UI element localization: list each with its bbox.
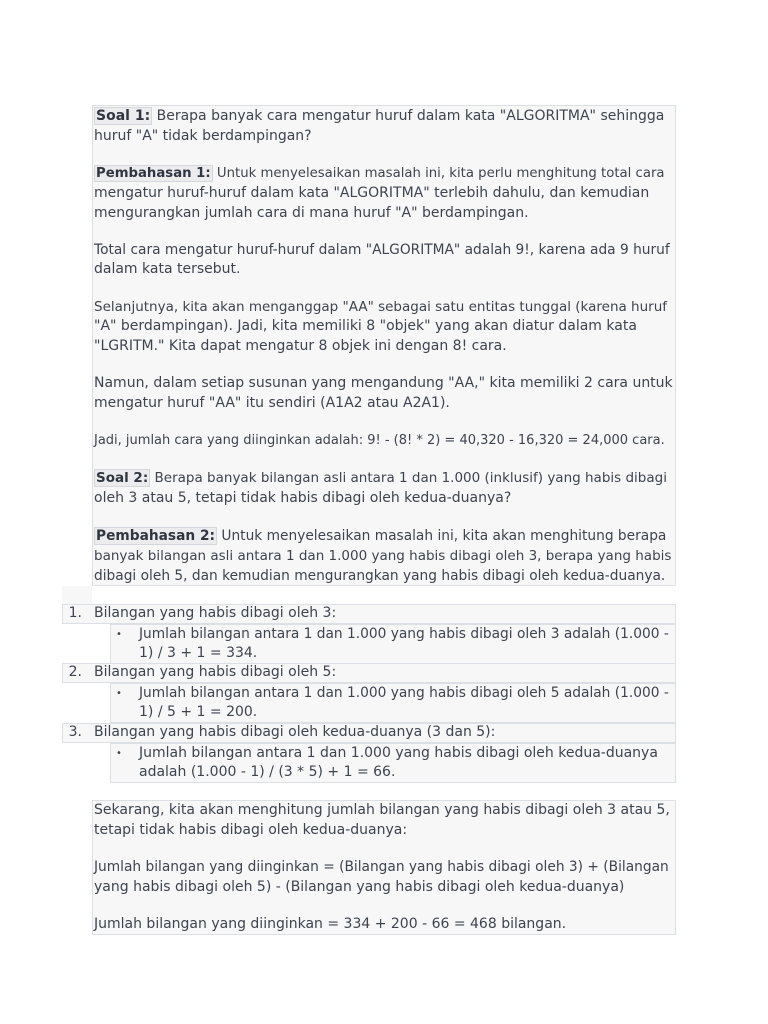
list-item-2-number: 2. <box>68 664 82 680</box>
pembahasan-1-line2: mengatur huruf-huruf dalam kata "ALGORITMA" terlebih dahulu, dan kemudian <box>94 185 650 201</box>
bullet-icon: • <box>116 629 122 640</box>
soal-2-question <box>94 469 667 489</box>
paragraph-namun-line2: mengatur huruf "AA" itu sendiri (A1A2 atau A2A1). <box>94 395 450 411</box>
list-item-1-number: 1. <box>68 605 82 621</box>
list-item-1-title: Bilangan yang habis dibagi oleh 3: <box>94 605 337 621</box>
list-item-3-sub-line1: Jumlah bilangan antara 1 dan 1.000 yang habis dibagi oleh kedua-duanya <box>139 745 658 761</box>
bullet-icon: • <box>116 748 122 759</box>
paragraph-total-line2: dalam kata tersebut. <box>94 261 241 277</box>
list-item-2-title: Bilangan yang habis dibagi oleh 5: <box>94 664 337 680</box>
paragraph-selanjutnya-line2: "A" berdampingan). Jadi, kita memiliki 8 "objek" yang akan diatur dalam kata <box>94 318 637 334</box>
soal-2-text-line1: Berapa banyak bilangan asli antara 1 dan 1.000 (inklusif) yang habis dibagi <box>150 470 667 486</box>
paragraph-rumus-line2: yang habis dibagi oleh 5) - (Bilangan yang habis dibagi oleh kedua-duanya) <box>94 879 625 895</box>
pembahasan-1-label: Pembahasan 1: <box>96 166 211 181</box>
pembahasan-2-line3: dibagi oleh 5, dan kemudian mengurangkan yang habis dibagi oleh kedua-duanya. <box>94 568 666 584</box>
list-item-2-sub-line2: 1) / 5 + 1 = 200. <box>139 704 258 720</box>
list-item-3-sub-line2: adalah (1.000 - 1) / (3 * 5) + 1 = 66. <box>139 764 396 780</box>
pembahasan-1-line3: mengurangkan jumlah cara di mana huruf "A" berdampingan. <box>94 205 529 221</box>
paragraph-jadi: Jadi, jumlah cara yang diinginkan adalah: 9! - (8! * 2) = 40,320 - 16,320 = 24,000 cara. <box>94 433 665 448</box>
soal-1-label: Soal 1: <box>96 108 151 124</box>
pembahasan-1-line1: Untuk menyelesaikan masalah ini, kita perlu menghitung total cara <box>212 166 665 181</box>
soal-1-text-line2: huruf "A" tidak berdampingan? <box>94 128 312 144</box>
paragraph-sekarang-line1: Sekarang, kita akan menghitung jumlah bilangan yang habis dibagi oleh 3 atau 5, <box>94 802 670 818</box>
list-item-1-sub-line1: Jumlah bilangan antara 1 dan 1.000 yang habis dibagi oleh 3 adalah (1.000 - <box>139 626 669 642</box>
paragraph-namun-line1: Namun, dalam setiap susunan yang mengandung "AA," kita memiliki 2 cara untuk <box>94 375 673 391</box>
list-item-2-sub-line1: Jumlah bilangan antara 1 dan 1.000 yang habis dibagi oleh 5 adalah (1.000 - <box>139 685 669 701</box>
paragraph-rumus-line1: Jumlah bilangan yang diinginkan = (Bilangan yang habis dibagi oleh 3) + (Bilangan <box>94 859 669 875</box>
list-item-3-number: 3. <box>68 724 82 740</box>
paragraph-total-line1: Total cara mengatur huruf-huruf dalam "ALGORITMA" adalah 9!, karena ada 9 huruf <box>94 242 670 258</box>
list-item-3-title: Bilangan yang habis dibagi oleh kedua-duanya (3 dan 5): <box>94 724 496 740</box>
pembahasan-2-label: Pembahasan 2: <box>96 528 216 544</box>
soal-2-label: Soal 2: <box>96 470 149 486</box>
paragraph-selanjutnya-line3: "LGRITM." Kita dapat mengatur 8 objek ini dengan 8! cara. <box>94 338 507 354</box>
background-band <box>62 586 92 606</box>
paragraph-sekarang-line2: tetapi tidak habis dibagi oleh kedua-duanya: <box>94 822 408 838</box>
list-item-1-sub-line2: 1) / 3 + 1 = 334. <box>139 645 258 661</box>
pembahasan-2-line2: banyak bilangan asli antara 1 dan 1.000 yang habis dibagi oleh 3, berapa yang habis <box>94 548 672 564</box>
bullet-icon: • <box>116 688 122 699</box>
soal-2-text-line2: oleh 3 atau 5, tetapi tidak habis dibagi oleh kedua-duanya? <box>94 490 512 506</box>
soal-1-question <box>94 107 664 127</box>
pembahasan-2 <box>94 527 666 547</box>
paragraph-selanjutnya-line1: Selanjutnya, kita akan menganggap "AA" sebagai satu entitas tunggal (karena huruf <box>94 299 668 315</box>
pembahasan-2-line1: Untuk menyelesaikan masalah ini, kita akan menghitung berapa <box>217 528 667 544</box>
pembahasan-1 <box>94 164 665 184</box>
soal-1-text-line1: Berapa banyak cara mengatur huruf dalam kata "ALGORITMA" sehingga <box>152 108 665 124</box>
paragraph-hasil: Jumlah bilangan yang diinginkan = 334 + 200 - 66 = 468 bilangan. <box>94 916 567 932</box>
